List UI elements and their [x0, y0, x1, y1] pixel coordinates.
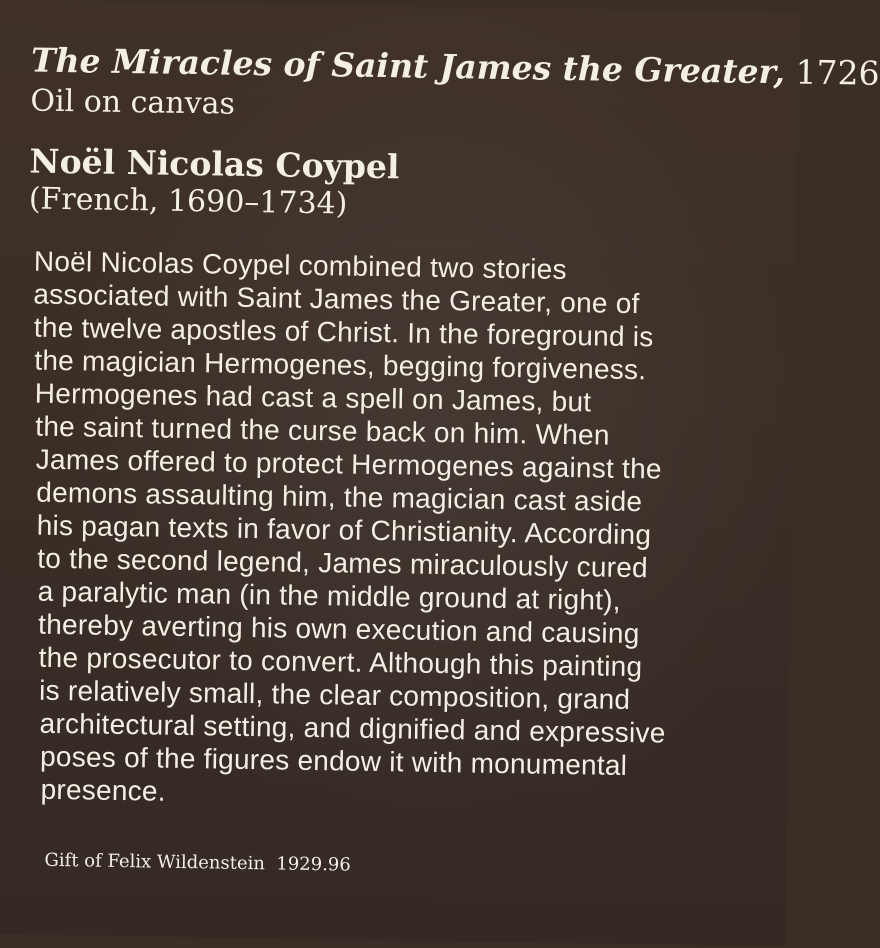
description-line: a paralytic man (in the middle ground at right),	[37, 575, 622, 616]
description-line: the prosecutor to convert. Although this painting	[38, 641, 643, 683]
description-line: associated with Saint James the Greater, one of	[33, 278, 640, 320]
artwork-title: The Miracles of Saint James the Greater,	[30, 40, 786, 92]
description-line: the magician Hermogenes, begging forgiveness.	[34, 344, 647, 386]
description-line: the twelve apostles of Christ. In the foreground is	[33, 311, 654, 353]
description-line: thereby averting his own execution and causing	[37, 608, 640, 650]
description-line: the saint turned the curse back on him. When	[35, 410, 610, 451]
artwork-medium: Oil on canvas	[30, 83, 236, 122]
artist-name: Noël Nicolas Coypel	[29, 141, 400, 187]
description-line: to the second legend, James miraculously cured	[36, 542, 649, 584]
artwork-description	[25, 245, 754, 817]
credit-line: Gift of Felix Wildenstein 1929.96	[44, 849, 351, 876]
artwork-year: 1726	[784, 52, 880, 93]
artist-nationality-dates: (French, 1690–1734)	[28, 181, 348, 222]
description-line: James offered to protect Hermogenes against the	[35, 443, 662, 485]
description-line: poses of the figures endow it with monumental	[39, 740, 628, 781]
description-line: architectural setting, and dignified and expressive	[39, 707, 666, 749]
description-line: demons assaulting him, the magician cast aside	[36, 476, 643, 518]
description-line: presence.	[40, 773, 167, 807]
description-line: Hermogenes had cast a spell on James, but	[34, 377, 592, 418]
description-line: his pagan texts in favor of Christianity. According	[36, 509, 652, 551]
description-line: is relatively small, the clear composition, grand	[38, 674, 631, 715]
description-line: Noël Nicolas Coypel combined two stories	[33, 245, 567, 285]
